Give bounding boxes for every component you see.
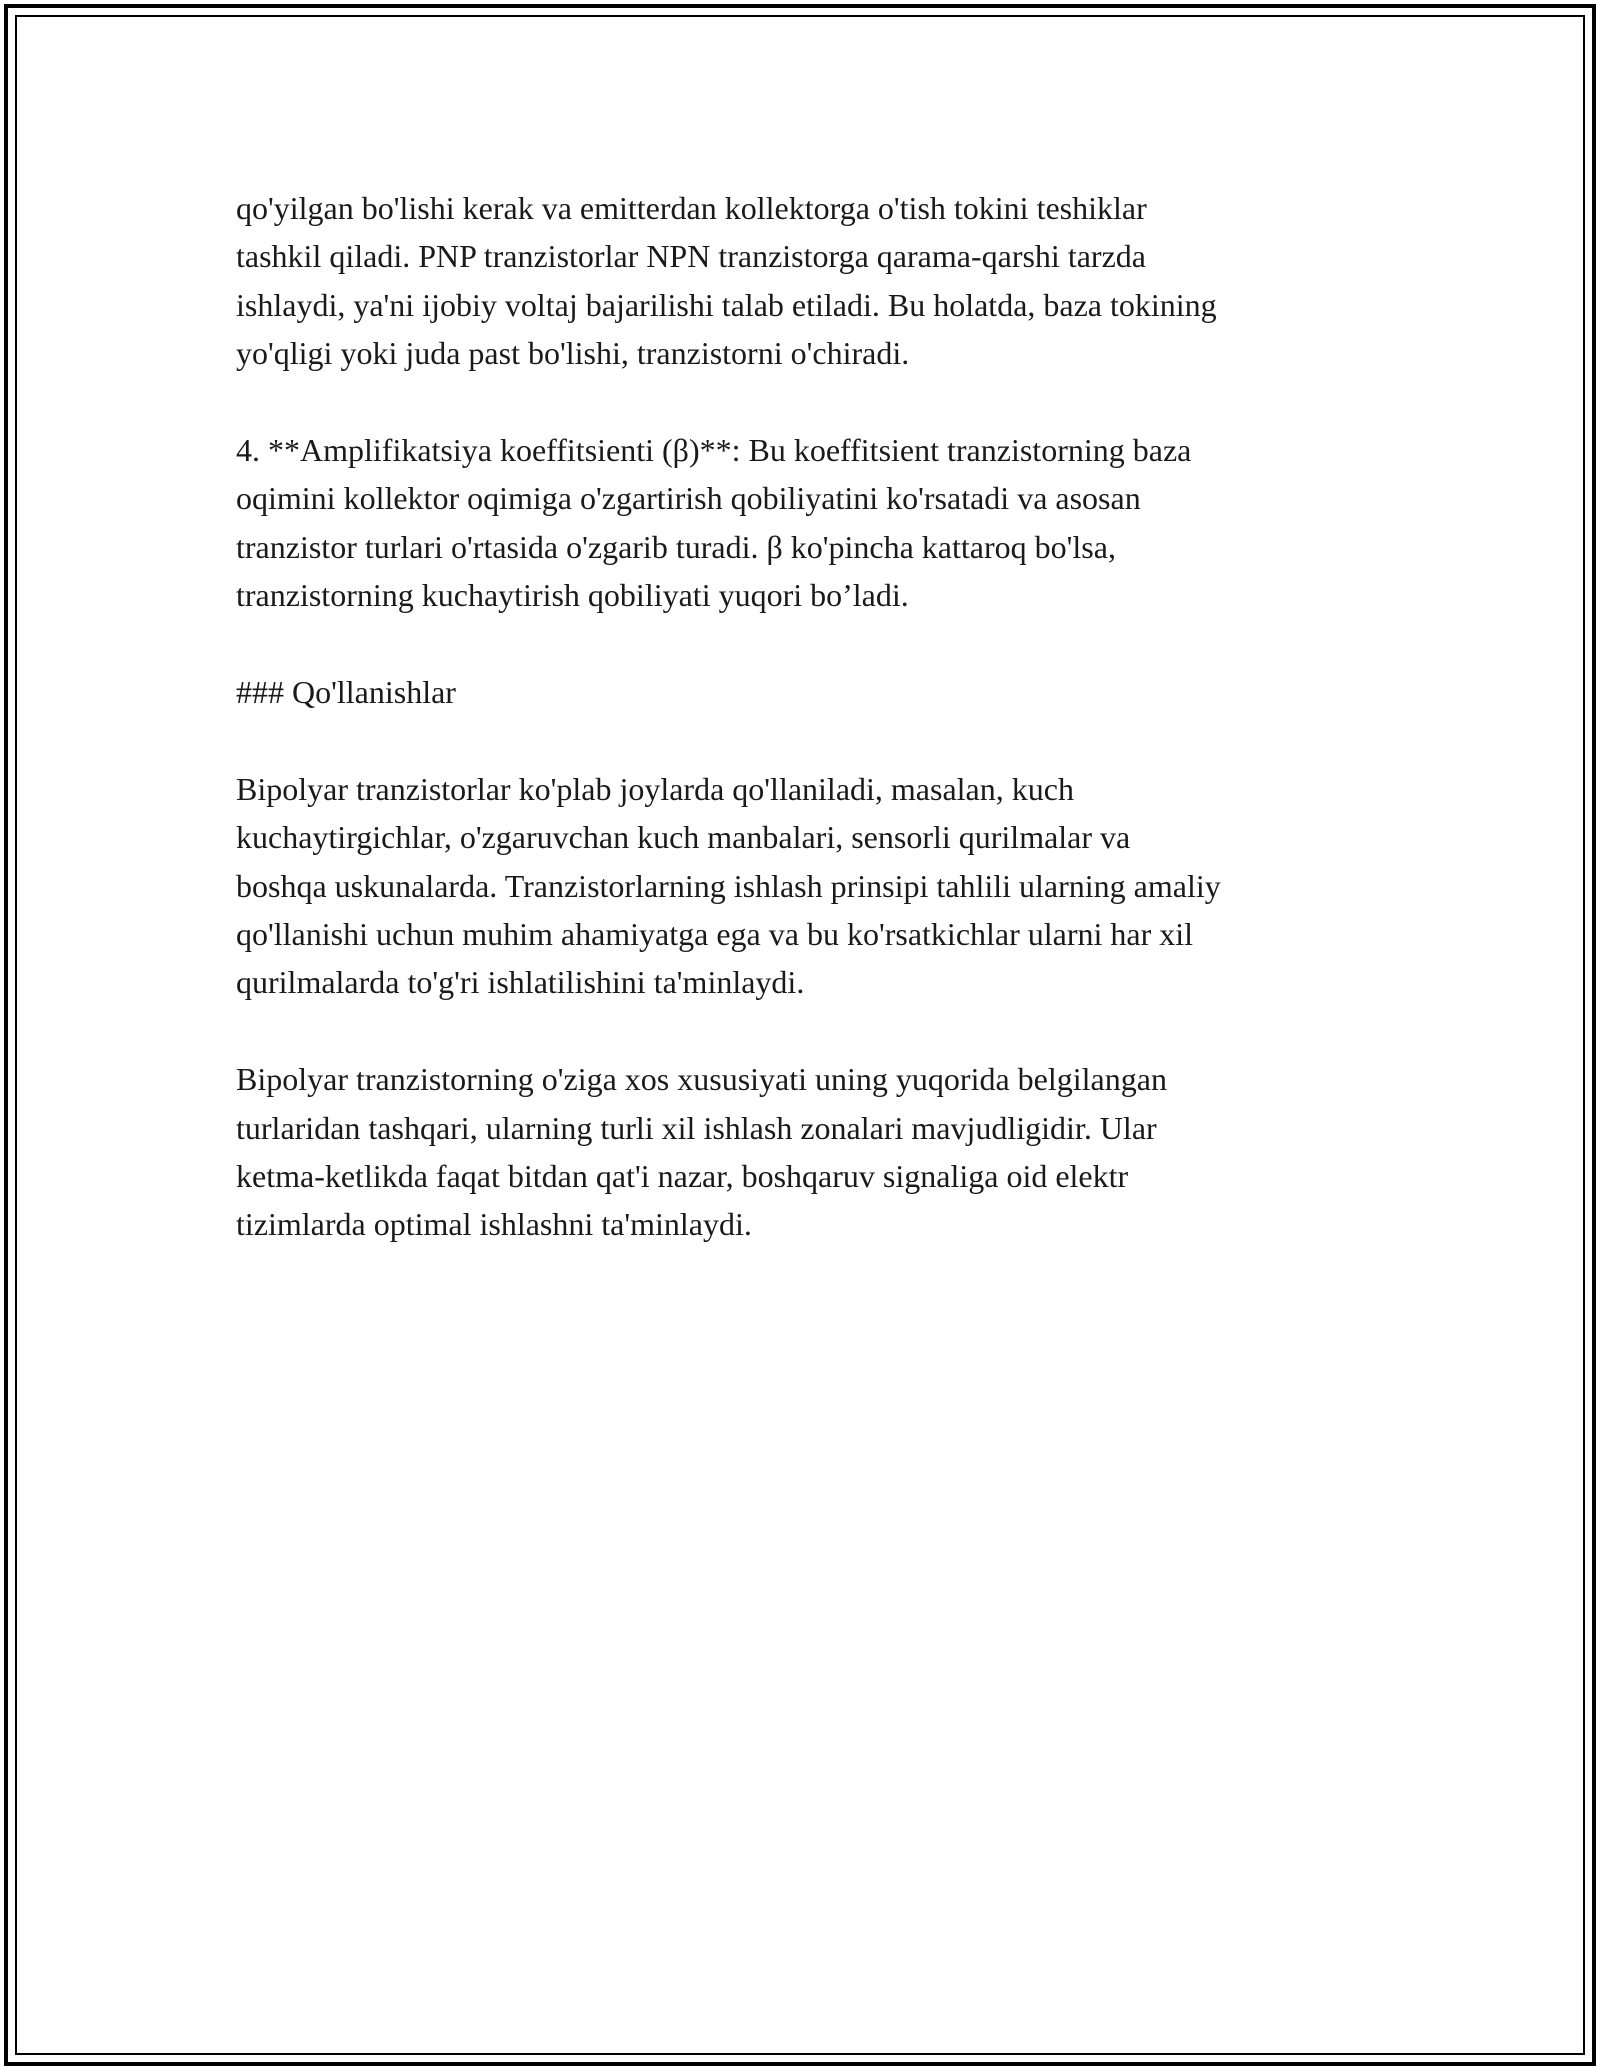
paragraph-amplification-coefficient: 4. **Amplifikatsiya koeffitsienti (β)**: Bu koeffitsient tranzistorning baza oqimini kollektor oqimiga o'zgartirish qobiliyatini ko'rsatadi va asosan tranzistor turlari o'rtasida o'zgarib turadi. β ko'pincha kattaroq bo'lsa, tranzistorning kuchaytirish qobiliyati yuqori bo’ladi. [236, 432, 1192, 614]
paragraph-pnp-description: qo'yilgan bo'lishi kerak va emitterdan kollektorga o'tish tokini teshiklar tashkil qiladi. PNP tranzistorlar NPN tranzistorga qarama-qarshi tarzda ishlaydi, ya'ni ijobiy voltaj bajarilishi talab etiladi. Bu holatda, baza tokining yo'qligi yoki juda past bo'lishi, tranzistorni o'chiradi. [236, 190, 1217, 372]
paragraph-applications: Bipolyar tranzistorlar ko'plab joylarda qo'llaniladi, masalan, kuch kuchaytirgichlar, o'zgaruvchan kuch manbalari, sensorli qurilmalar va boshqa uskunalarda. Tranzistorlarning ishlash prinsipi tahlili ularning amaliy qo'llanishi uchun muhim ahamiyatga ega va bu ko'rsatkichlar ularni har xil qurilmalarda to'g'ri ishlatilishini ta'minlaydi. [236, 770, 1221, 1001]
document-body [236, 184, 1376, 1297]
paragraph-operating-zones: Bipolyar tranzistorning o'ziga xos xususiyati uning yuqorida belgilangan turlaridan tashqari, ularning turli xil ishlash zonalari mavjudligidir. Ular ketma-ketlikda faqat bitdan qat'i nazar, boshqaruv signaliga oid elektr tizimlarda optimal ishlashni ta'minlaydi. [236, 1061, 1167, 1243]
section-heading-applications: ### Qo'llanishlar [236, 674, 456, 711]
